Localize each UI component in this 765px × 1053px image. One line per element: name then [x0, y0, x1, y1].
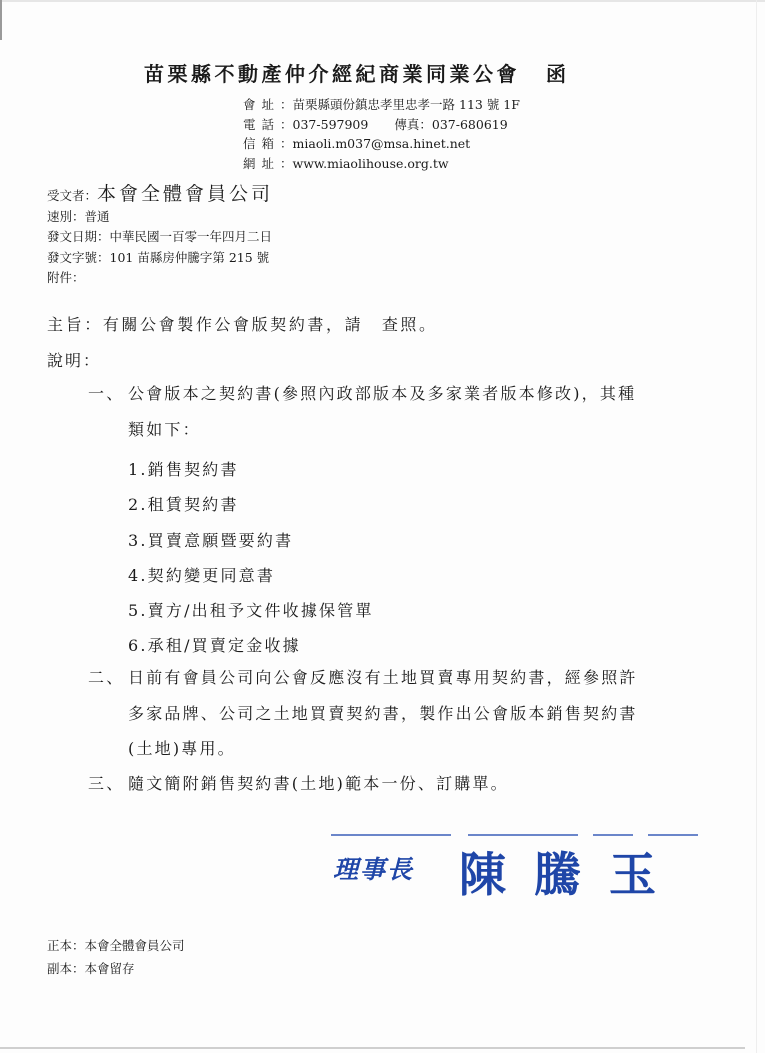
copy-label: 副本： — [47, 961, 85, 976]
phone-row: 電話：037-597909 傳真：037-680619 — [243, 116, 508, 132]
list-item: 4.契約變更同意書 — [128, 565, 276, 585]
org-name: 苗栗縣不動產仲介經紀商業同業公會 — [144, 62, 520, 86]
signer-title: 理事長 — [333, 855, 415, 884]
explanation-item-3 — [88, 766, 708, 802]
meta-block — [47, 184, 273, 289]
contract-types-list — [128, 452, 374, 664]
list-item: 1.銷售契約書 — [128, 460, 239, 479]
speed-value: 普通 — [84, 208, 110, 224]
explanation-label: 說明： — [47, 351, 102, 370]
speed-label: 速別： — [47, 208, 85, 224]
address-label: 會址 — [243, 97, 281, 112]
original-row — [47, 934, 185, 957]
website-label: 網址 — [243, 156, 281, 172]
copy-value: 本會留存 — [84, 961, 135, 976]
contact-block — [243, 95, 520, 174]
doc-number-label: 發文字號： — [47, 249, 110, 265]
scan-edge-bottom — [0, 1047, 745, 1049]
document-title — [144, 58, 570, 87]
attachment-row — [47, 268, 273, 289]
item-number: 二、 — [88, 668, 125, 687]
scan-edge-right — [756, 0, 757, 1053]
address-row: 會址：苗栗縣頭份鎮忠孝里忠孝一路 113 號 1F — [243, 97, 520, 112]
item-text-line: 類如下： — [128, 419, 201, 439]
explanation-item-2 — [88, 660, 708, 767]
phone-value: 037-597909 — [292, 116, 369, 132]
subject-label: 主旨： — [47, 315, 103, 334]
date-label: 發文日期： — [47, 229, 110, 244]
list-item: 6.承租/買賣定金收據 — [128, 636, 301, 656]
doc-type: 函 — [546, 62, 570, 86]
attachment-label: 附件： — [47, 270, 85, 285]
signer-name: 陳騰玉 — [459, 848, 684, 903]
address-value: 苗栗縣頭份鎮忠孝里忠孝一路 113 號 1F — [292, 97, 520, 112]
date-value: 中華民國一百零一年四月二日 — [109, 229, 273, 244]
item-text-line: 日前有會員公司向公會反應沒有土地買賣專用契約書，經參照許 — [128, 668, 638, 687]
distribution-block — [47, 934, 185, 980]
item-text-line: (土地)專用。 — [128, 739, 236, 758]
item-text-line: 隨文簡附銷售契約書(土地)範本一份、訂購單。 — [128, 774, 509, 793]
website-value: www.miaolihouse.org.tw — [292, 156, 449, 172]
website-row: 網址：www.miaolihouse.org.tw — [243, 156, 449, 172]
subject-line — [47, 312, 438, 335]
list-item: 2.租賃契約書 — [128, 495, 239, 515]
explanation-item-1 — [88, 376, 708, 447]
recipient-value: 本會全體會員公司 — [97, 183, 274, 205]
original-label: 正本： — [47, 938, 85, 953]
speed-row — [47, 207, 273, 228]
phone-label: 電話 — [243, 116, 281, 132]
doc-number-row — [47, 248, 273, 269]
item-text-line: 多家品牌、公司之土地買賣契約書，製作出公會版本銷售契約書 — [128, 703, 638, 723]
email-row: 信箱：miaoli.m037@msa.hinet.net — [243, 136, 471, 152]
item-text-line: 公會版本之契約書(參照內政部版本及多家業者版本修改)，其種 — [128, 384, 637, 403]
recipient-label: 受文者： — [47, 188, 98, 203]
original-value: 本會全體會員公司 — [84, 938, 185, 953]
email-label: 信箱 — [243, 136, 281, 152]
scan-edge-left — [0, 0, 2, 40]
fax-label: 傳真 — [394, 116, 420, 132]
signature-stamp — [323, 832, 703, 902]
recipient-row — [47, 184, 273, 207]
copy-row — [47, 957, 185, 980]
email-value: miaoli.m037@msa.hinet.net — [292, 136, 471, 152]
fax-value: 037-680619 — [431, 116, 508, 132]
item-number: 三、 — [88, 774, 125, 793]
list-item: 5.賣方/出租予文件收據保管單 — [128, 601, 374, 621]
item-number: 一、 — [88, 384, 125, 403]
list-item: 3.買賣意願暨要約書 — [128, 530, 294, 550]
scan-edge-top — [0, 0, 765, 2]
date-row — [47, 227, 273, 248]
doc-number-value: 101 苗縣房仲騰字第 215 號 — [109, 249, 270, 265]
subject-text: 有關公會製作公會版契約書，請 查照。 — [102, 315, 438, 334]
